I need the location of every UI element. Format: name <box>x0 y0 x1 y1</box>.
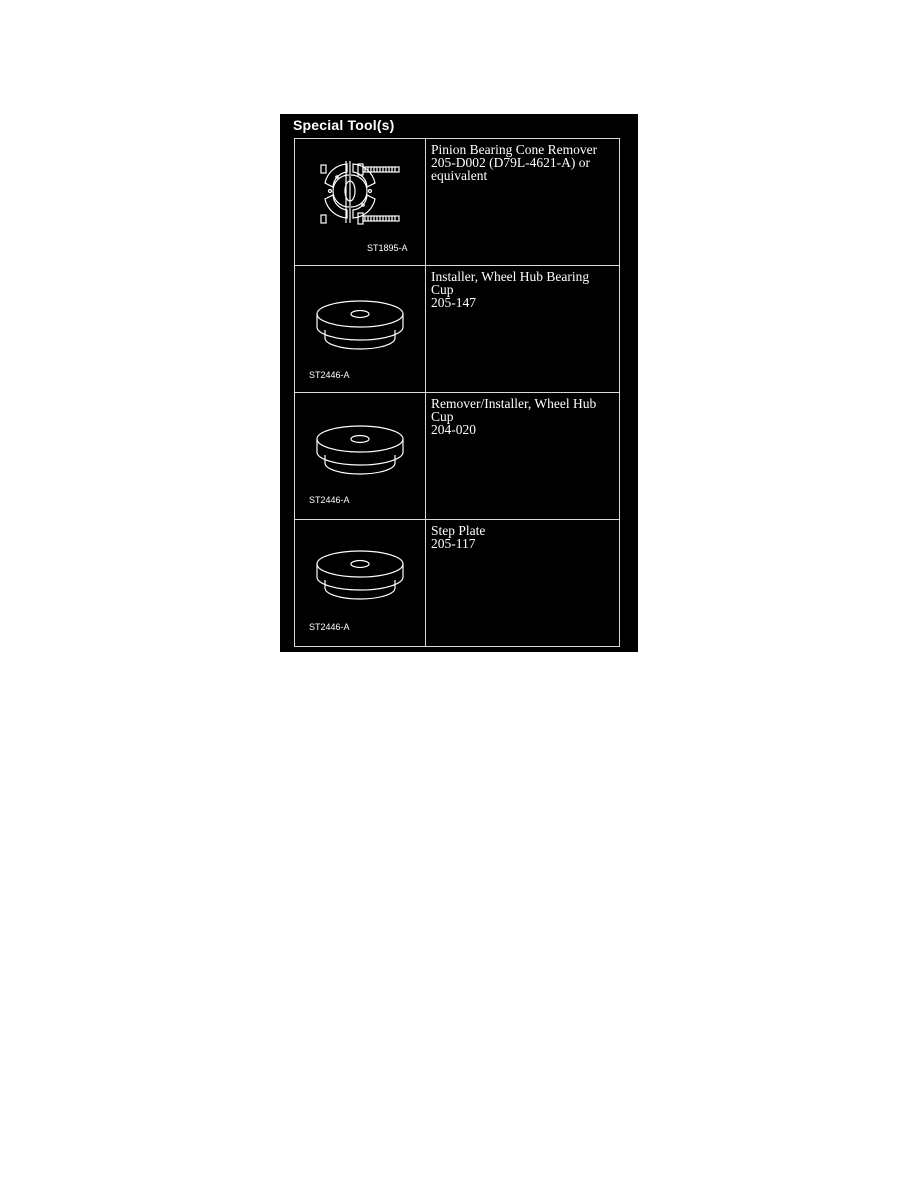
tool-part-number: 205-117 <box>431 536 476 551</box>
tool-part-number: 204-020 <box>431 422 476 437</box>
tool-image-cell <box>295 139 426 266</box>
tool-name: Step Plate <box>431 523 486 538</box>
tool-part-number: 205-147 <box>431 295 476 310</box>
tool-image-cell <box>295 266 426 393</box>
tool-description <box>426 520 620 647</box>
tool-name: Installer, Wheel Hub Bearing <box>431 269 590 284</box>
tool-image-code: ST2446-A <box>309 370 350 380</box>
special-tools-table <box>294 138 620 647</box>
tool-part-number: 205-D002 (D79L-4621-A) or <box>431 155 590 170</box>
section-title: Special Tool(s) <box>293 117 395 133</box>
tool-image-code: ST1895-A <box>367 243 408 253</box>
tool-name-continued: Cup <box>431 409 454 424</box>
tool-row <box>295 393 620 520</box>
tool-name: Remover/Installer, Wheel Hub <box>431 396 597 411</box>
tool-description <box>426 139 620 266</box>
tool-row <box>295 520 620 647</box>
tool-name-continued: Cup <box>431 282 454 297</box>
tool-image-code: ST2446-A <box>309 622 350 632</box>
tool-name: Pinion Bearing Cone Remover <box>431 142 598 157</box>
tool-note: equivalent <box>431 168 488 183</box>
tool-image-cell <box>295 520 426 647</box>
special-tools-panel <box>280 114 638 652</box>
tool-image-code: ST2446-A <box>309 495 350 505</box>
tool-row <box>295 266 620 393</box>
tool-image-cell <box>295 393 426 520</box>
tool-description <box>426 393 620 520</box>
tool-row <box>295 139 620 266</box>
tool-description <box>426 266 620 393</box>
